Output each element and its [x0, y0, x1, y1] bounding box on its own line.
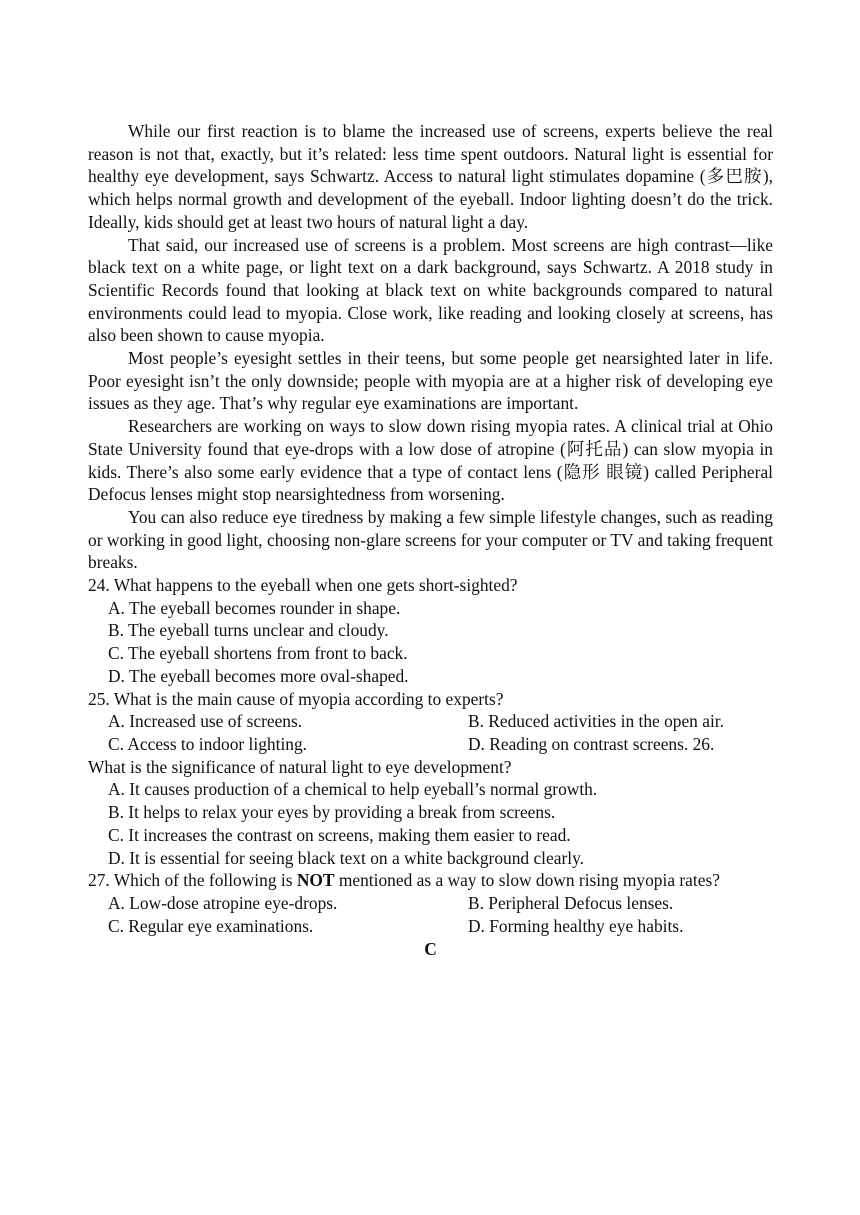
- question-27-stem-emphasis: NOT: [296, 870, 335, 891]
- question-27-row-1: [88, 892, 773, 915]
- question-25-option-b: B. Reduced activities in the open air.: [468, 711, 724, 732]
- question-27-stem-before: 27. Which of the following is: [88, 870, 297, 891]
- question-27-option-a: A. Low-dose atropine eye-drops.: [108, 892, 338, 913]
- question-27-option-c: C. Regular eye examinations.: [108, 915, 314, 936]
- passage-paragraph-3: Most people’s eyesight settles in their teens, but some people get nearsighted later in life. Poor eyesight isn’t the only downside; people with myopia are at a higher risk of developing eye issues as they age. That’s why regular eye examinations are important.: [88, 348, 773, 414]
- question-26-option-b: B. It helps to relax your eyes by providing a break from screens.: [108, 802, 556, 823]
- question-26-option-a: A. It causes production of a chemical to help eyeball’s normal growth.: [108, 779, 598, 800]
- question-25-option-d: D. Reading on contrast screens. 26.: [468, 733, 715, 754]
- question-26: [88, 756, 773, 870]
- question-24-option-b: B. The eyeball turns unclear and cloudy.: [108, 620, 389, 641]
- question-25: [88, 688, 773, 756]
- question-27-stem-after: mentioned as a way to slow down rising myopia rates?: [334, 870, 720, 891]
- passage-paragraph-1: While our first reaction is to blame the increased use of screens, experts believe the real reason is not that, exactly, but it’s related: less time spent outdoors. Natural light is essential for healthy eye development, says Schwartz. Access to natural light stimulates dopamine (多巴胺), which helps normal growth and development of the eyeball. Indoor lighting doesn’t do the trick. Ideally, kids should get at least two hours of natural light a day.: [88, 121, 773, 232]
- question-25-stem: 25. What is the main cause of myopia according to experts?: [88, 688, 504, 709]
- question-27-row-2: [88, 915, 773, 938]
- question-24-stem: 24. What happens to the eyeball when one gets short-sighted?: [88, 575, 518, 596]
- passage-paragraph-5: You can also reduce eye tiredness by making a few simple lifestyle changes, such as reading or working in good light, choosing non-glare screens for your computer or TV and taking frequent breaks.: [88, 506, 773, 573]
- question-26-stem: What is the significance of natural light to eye development?: [88, 756, 512, 777]
- question-27: [88, 869, 773, 937]
- question-25-row-2: [88, 733, 773, 756]
- question-27-option-d: D. Forming healthy eye habits.: [468, 915, 684, 936]
- question-24-option-d: D. The eyeball becomes more oval-shaped.: [108, 665, 409, 686]
- question-24-option-a: A. The eyeball becomes rounder in shape.: [108, 597, 401, 618]
- passage-paragraph-2: That said, our increased use of screens is a problem. Most screens are high contrast—like black text on a white page, or light text on a dark background, says Schwartz. A 2018 study in Scientific Records found that looking at black text on white backgrounds compared to natural environments could lead to myopia. Close work, like reading and looking closely at screens, has also been shown to cause myopia.: [88, 234, 773, 346]
- reading-passage: [88, 120, 773, 961]
- question-25-option-a: A. Increased use of screens.: [108, 711, 303, 732]
- question-27-option-b: B. Peripheral Defocus lenses.: [468, 892, 674, 913]
- question-26-option-d: D. It is essential for seeing black text on a white background clearly.: [108, 847, 584, 868]
- question-27-stem: [88, 869, 773, 892]
- question-26-option-c: C. It increases the contrast on screens, making them easier to read.: [108, 824, 571, 845]
- question-25-option-c: C. Access to indoor lighting.: [108, 733, 308, 754]
- question-25-row-1: [88, 710, 773, 733]
- question-24-option-c: C. The eyeball shortens from front to back.: [108, 643, 408, 664]
- passage-paragraph-4: Researchers are working on ways to slow down rising myopia rates. A clinical trial at Ohio State University found that eye-drops with a low dose of atropine (阿托品) can slow myopia in kids. There’s also some early evidence that a type of contact lens (隐形 眼镜) called Peripheral Defocus lenses might stop nearsightedness from worsening.: [88, 416, 773, 505]
- section-label: C: [424, 939, 437, 960]
- question-24: [88, 574, 773, 688]
